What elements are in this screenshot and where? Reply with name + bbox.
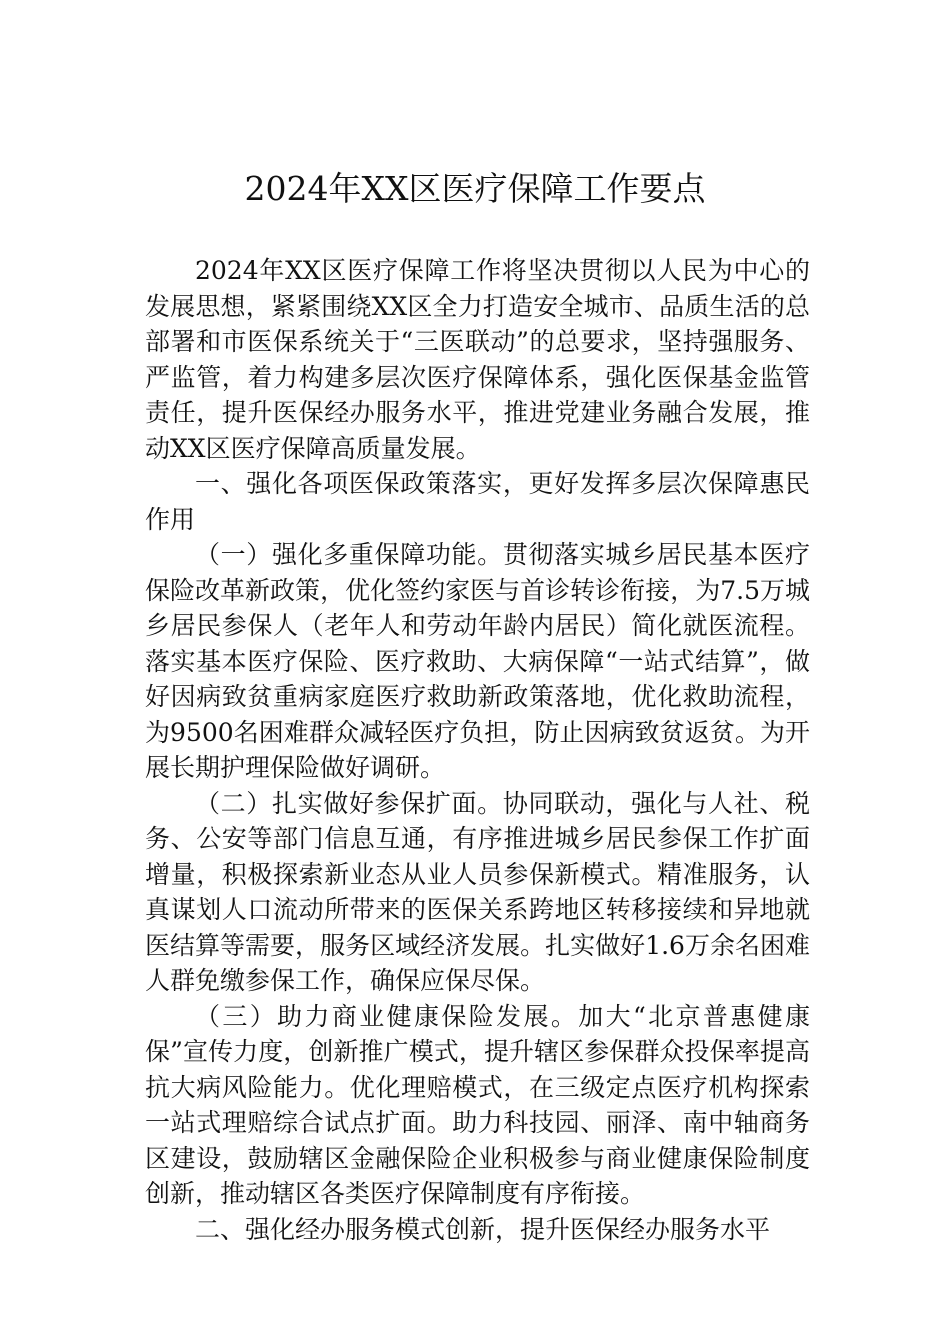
- subsection-paragraph-1: （一）强化多重保障功能。贯彻落实城乡居民基本医疗保险改革新政策，优化签约家医与首诊转诊衔接，为7.5万城乡居民参保人（老年人和劳动年龄内居民）简化就医流程。落实基本医疗保险、医疗救助、大病保障“一站式结算”，做好因病致贫重病家庭医疗救助新政策落地，优化救助流程，为9500名困难群众减轻医疗负担，防止因病致贫返贫。为开展长期护理保险做好调研。: [145, 540, 810, 782]
- intro-paragraph: 2024年XX区医疗保障工作将坚决贯彻以人民为中心的发展思想，紧紧围绕XX区全力打造安全城市、品质生活的总部署和市医保系统关于“三医联动”的总要求，坚持强服务、严监管，着力构建多层次医疗保障体系，强化医保基金监管责任，提升医保经办服务水平，推进党建业务融合发展，推动XX区医疗保障高质量发展。: [145, 256, 810, 463]
- section-heading-2: 二、强化经办服务模式创新，提升医保经办服务水平: [195, 1214, 771, 1244]
- subsection-paragraph-2: （二）扎实做好参保扩面。协同联动，强化与人社、税务、公安等部门信息互通，有序推进城乡居民参保工作扩面增量，积极探索新业态从业人员参保新模式。精准服务，认真谋划人口流动所带来的医保关系跨地区转移接续和异地就医结算等需要，服务区域经济发展。扎实做好1.6万余名困难人群免缴参保工作，确保应保尽保。: [145, 788, 810, 995]
- document-title: 2024年XX区医疗保障工作要点: [244, 169, 706, 208]
- document-body: [145, 253, 810, 1247]
- subsection-paragraph-3: （三）助力商业健康保险发展。加大“北京普惠健康保”宣传力度，创新推广模式，提升辖区参保群众投保率提高抗大病风险能力。优化理赔模式，在三级定点医疗机构探索一站式理赔综合试点扩面。助力科技园、丽泽、南中轴商务区建设，鼓励辖区金融保险企业积极参与商业健康保险制度创新，推动辖区各类医疗保障制度有序衔接。: [145, 1001, 810, 1208]
- section-heading-1: 一、强化各项医保政策落实，更好发挥多层次保障惠民作用: [145, 469, 810, 534]
